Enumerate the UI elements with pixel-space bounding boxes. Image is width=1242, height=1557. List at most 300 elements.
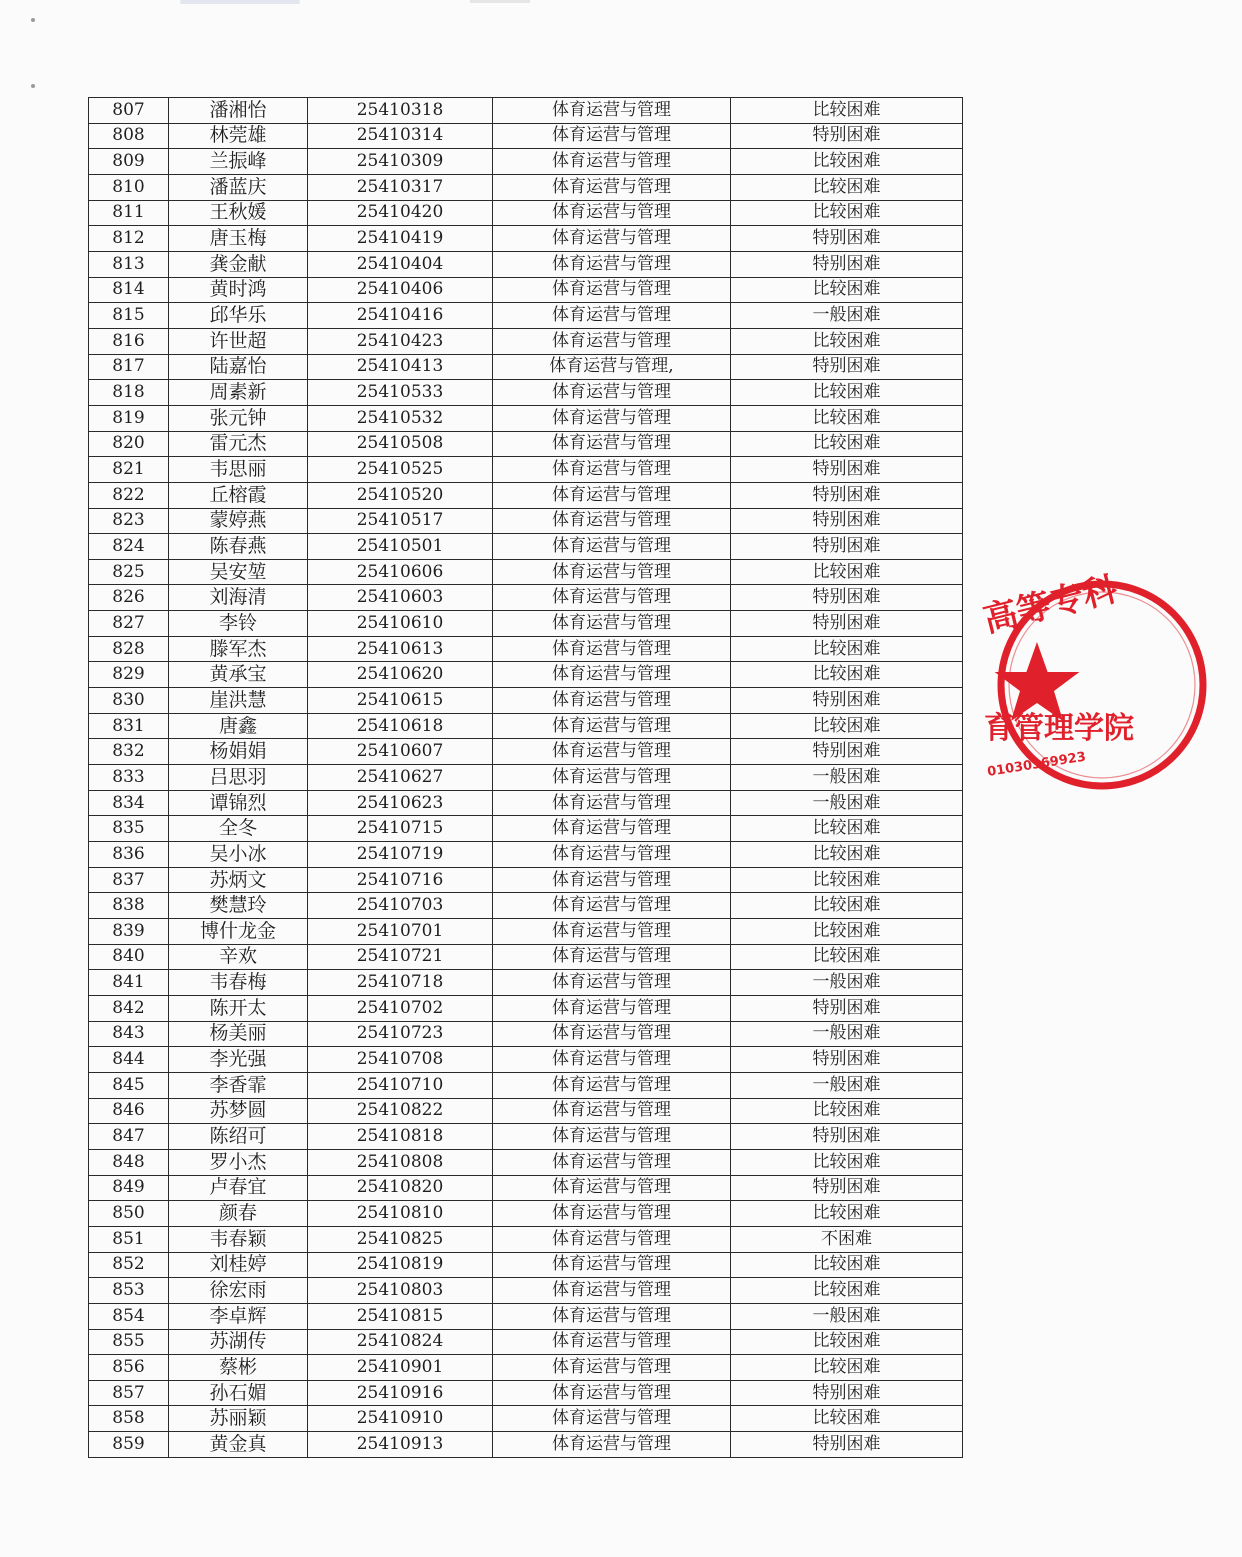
student-id-cell: 25410803 (308, 1278, 493, 1304)
major-cell: 体育运营与管理 (493, 1047, 731, 1073)
student-name-cell: 刘海清 (169, 585, 308, 611)
student-id-cell: 25410520 (308, 482, 493, 508)
row-number-cell: 833 (89, 765, 169, 791)
difficulty-level-cell: 一般困难 (731, 1303, 963, 1329)
table-row (89, 251, 963, 277)
table-row (89, 328, 963, 354)
major-cell: 体育运营与管理 (493, 380, 731, 406)
row-number-cell: 809 (89, 149, 169, 175)
difficulty-level-cell: 比较困难 (731, 1201, 963, 1227)
row-number-cell: 832 (89, 739, 169, 765)
student-name-cell: 李光强 (169, 1047, 308, 1073)
student-name-cell: 雷元杰 (169, 431, 308, 457)
student-id-cell: 25410416 (308, 303, 493, 329)
student-name-cell: 辛欢 (169, 944, 308, 970)
student-name-cell: 苏梦圆 (169, 1098, 308, 1124)
major-cell: 体育运营与管理 (493, 790, 731, 816)
table-row (89, 765, 963, 791)
major-cell: 体育运营与管理 (493, 970, 731, 996)
row-number-cell: 834 (89, 790, 169, 816)
row-number-cell: 844 (89, 1047, 169, 1073)
student-id-cell: 25410314 (308, 123, 493, 149)
row-number-cell: 808 (89, 123, 169, 149)
difficulty-level-cell: 比较困难 (731, 919, 963, 945)
major-cell: 体育运营与管理 (493, 1175, 731, 1201)
student-name-cell: 苏湖传 (169, 1329, 308, 1355)
row-number-cell: 837 (89, 867, 169, 893)
student-name-cell: 陈开太 (169, 995, 308, 1021)
student-name-cell: 唐鑫 (169, 713, 308, 739)
row-number-cell: 822 (89, 482, 169, 508)
student-name-cell: 吴安堃 (169, 559, 308, 585)
table-row (89, 970, 963, 996)
difficulty-level-cell: 比较困难 (731, 1098, 963, 1124)
major-cell: 体育运营与管理 (493, 611, 731, 637)
student-id-cell: 25410620 (308, 662, 493, 688)
table-row (89, 790, 963, 816)
row-number-cell: 850 (89, 1201, 169, 1227)
major-cell: 体育运营与管理 (493, 739, 731, 765)
difficulty-level-cell: 比较困难 (731, 1278, 963, 1304)
row-number-cell: 821 (89, 457, 169, 483)
major-cell: 体育运营与管理 (493, 995, 731, 1021)
table-row (89, 1124, 963, 1150)
student-id-cell: 25410603 (308, 585, 493, 611)
student-name-cell: 许世超 (169, 328, 308, 354)
major-cell: 体育运营与管理 (493, 226, 731, 252)
table-row (89, 688, 963, 714)
major-cell: 体育运营与管理 (493, 816, 731, 842)
row-number-cell: 849 (89, 1175, 169, 1201)
student-id-cell: 25410916 (308, 1380, 493, 1406)
table-row (89, 1380, 963, 1406)
row-number-cell: 813 (89, 251, 169, 277)
major-cell: 体育运营与管理 (493, 457, 731, 483)
student-name-cell: 孙石媚 (169, 1380, 308, 1406)
major-cell: 体育运营与管理 (493, 1380, 731, 1406)
difficulty-level-cell: 比较困难 (731, 380, 963, 406)
major-cell: 体育运营与管理 (493, 277, 731, 303)
student-id-cell: 25410820 (308, 1175, 493, 1201)
student-name-cell: 黄金真 (169, 1432, 308, 1458)
difficulty-level-cell: 比较困难 (731, 200, 963, 226)
difficulty-level-cell: 比较困难 (731, 1355, 963, 1381)
major-cell: 体育运营与管理 (493, 559, 731, 585)
difficulty-level-cell: 比较困难 (731, 1329, 963, 1355)
student-id-cell: 25410606 (308, 559, 493, 585)
student-id-cell: 25410702 (308, 995, 493, 1021)
row-number-cell: 846 (89, 1098, 169, 1124)
student-name-cell: 邱华乐 (169, 303, 308, 329)
student-id-cell: 25410532 (308, 405, 493, 431)
student-name-cell: 樊慧玲 (169, 893, 308, 919)
table-row (89, 174, 963, 200)
table-row (89, 1278, 963, 1304)
major-cell: 体育运营与管理 (493, 1021, 731, 1047)
student-id-cell: 25410913 (308, 1432, 493, 1458)
student-name-cell: 林莞雄 (169, 123, 308, 149)
row-number-cell: 807 (89, 98, 169, 124)
row-number-cell: 839 (89, 919, 169, 945)
difficulty-level-cell: 特别困难 (731, 1175, 963, 1201)
difficulty-level-cell: 不困难 (731, 1226, 963, 1252)
difficulty-level-cell: 特别困难 (731, 354, 963, 380)
row-number-cell: 855 (89, 1329, 169, 1355)
table-row (89, 1329, 963, 1355)
student-id-cell: 25410910 (308, 1406, 493, 1432)
student-id-cell: 25410318 (308, 98, 493, 124)
row-number-cell: 824 (89, 534, 169, 560)
row-number-cell: 838 (89, 893, 169, 919)
major-cell: 体育运营与管理 (493, 328, 731, 354)
difficulty-level-cell: 比较困难 (731, 405, 963, 431)
table-row (89, 816, 963, 842)
table-row (89, 380, 963, 406)
student-id-cell: 25410818 (308, 1124, 493, 1150)
row-number-cell: 829 (89, 662, 169, 688)
major-cell: 体育运营与管理 (493, 200, 731, 226)
student-id-cell: 25410810 (308, 1201, 493, 1227)
student-name-cell: 崖洪慧 (169, 688, 308, 714)
major-cell: 体育运营与管理 (493, 1252, 731, 1278)
difficulty-level-cell: 特别困难 (731, 226, 963, 252)
student-id-cell: 25410710 (308, 1072, 493, 1098)
student-name-cell: 蔡彬 (169, 1355, 308, 1381)
difficulty-level-cell: 特别困难 (731, 611, 963, 637)
student-id-cell: 25410719 (308, 842, 493, 868)
major-cell: 体育运营与管理 (493, 867, 731, 893)
table-row (89, 893, 963, 919)
row-number-cell: 818 (89, 380, 169, 406)
student-name-cell: 李香霏 (169, 1072, 308, 1098)
row-number-cell: 859 (89, 1432, 169, 1458)
table-row (89, 431, 963, 457)
difficulty-level-cell: 比较困难 (731, 431, 963, 457)
row-number-cell: 819 (89, 405, 169, 431)
row-number-cell: 842 (89, 995, 169, 1021)
difficulty-level-cell: 比较困难 (731, 277, 963, 303)
table-row (89, 636, 963, 662)
difficulty-level-cell: 比较困难 (731, 328, 963, 354)
difficulty-level-cell: 特别困难 (731, 585, 963, 611)
row-number-cell: 847 (89, 1124, 169, 1150)
table-row (89, 1175, 963, 1201)
row-number-cell: 830 (89, 688, 169, 714)
difficulty-level-cell: 特别困难 (731, 1432, 963, 1458)
difficulty-level-cell: 特别困难 (731, 688, 963, 714)
student-id-cell: 25410701 (308, 919, 493, 945)
student-difficulty-table (88, 97, 963, 1458)
student-name-cell: 罗小杰 (169, 1149, 308, 1175)
major-cell: 体育运营与管理 (493, 662, 731, 688)
difficulty-level-cell: 特别困难 (731, 1380, 963, 1406)
student-id-cell: 25410413 (308, 354, 493, 380)
table-row (89, 1021, 963, 1047)
row-number-cell: 853 (89, 1278, 169, 1304)
row-number-cell: 814 (89, 277, 169, 303)
student-name-cell: 陈绍可 (169, 1124, 308, 1150)
row-number-cell: 812 (89, 226, 169, 252)
major-cell: 体育运营与管理 (493, 919, 731, 945)
difficulty-level-cell: 比较困难 (731, 713, 963, 739)
difficulty-level-cell: 特别困难 (731, 1047, 963, 1073)
student-name-cell: 韦春颖 (169, 1226, 308, 1252)
difficulty-level-cell: 比较困难 (731, 893, 963, 919)
difficulty-level-cell: 比较困难 (731, 636, 963, 662)
major-cell: 体育运营与管理, (493, 354, 731, 380)
row-number-cell: 827 (89, 611, 169, 637)
major-cell: 体育运营与管理 (493, 636, 731, 662)
table-row (89, 277, 963, 303)
student-name-cell: 唐玉梅 (169, 226, 308, 252)
difficulty-level-cell: 特别困难 (731, 251, 963, 277)
difficulty-level-cell: 特别困难 (731, 995, 963, 1021)
major-cell: 体育运营与管理 (493, 1432, 731, 1458)
major-cell: 体育运营与管理 (493, 1124, 731, 1150)
student-name-cell: 杨美丽 (169, 1021, 308, 1047)
table-row (89, 1072, 963, 1098)
student-id-cell: 25410718 (308, 970, 493, 996)
table-row (89, 611, 963, 637)
student-name-cell: 吕思羽 (169, 765, 308, 791)
student-name-cell: 全冬 (169, 816, 308, 842)
difficulty-level-cell: 特别困难 (731, 482, 963, 508)
difficulty-level-cell: 比较困难 (731, 149, 963, 175)
table-row (89, 1201, 963, 1227)
student-id-cell: 25410525 (308, 457, 493, 483)
table-row (89, 1226, 963, 1252)
student-name-cell: 张元钟 (169, 405, 308, 431)
difficulty-level-cell: 特别困难 (731, 508, 963, 534)
student-id-cell: 25410901 (308, 1355, 493, 1381)
row-number-cell: 825 (89, 559, 169, 585)
stamp-serial: 01030369923 (986, 749, 1087, 780)
difficulty-level-cell: 特别困难 (731, 123, 963, 149)
student-name-cell: 滕军杰 (169, 636, 308, 662)
difficulty-level-cell: 特别困难 (731, 1124, 963, 1150)
student-name-cell: 谭锦烈 (169, 790, 308, 816)
student-id-cell: 25410533 (308, 380, 493, 406)
student-name-cell: 兰振峰 (169, 149, 308, 175)
student-id-cell: 25410508 (308, 431, 493, 457)
major-cell: 体育运营与管理 (493, 508, 731, 534)
major-cell: 体育运营与管理 (493, 1329, 731, 1355)
student-id-cell: 25410815 (308, 1303, 493, 1329)
major-cell: 体育运营与管理 (493, 1406, 731, 1432)
difficulty-level-cell: 比较困难 (731, 662, 963, 688)
student-name-cell: 颜春 (169, 1201, 308, 1227)
student-id-cell: 25410618 (308, 713, 493, 739)
major-cell: 体育运营与管理 (493, 1278, 731, 1304)
student-name-cell: 周素新 (169, 380, 308, 406)
major-cell: 体育运营与管理 (493, 123, 731, 149)
difficulty-level-cell: 特别困难 (731, 739, 963, 765)
student-name-cell: 丘榕霞 (169, 482, 308, 508)
major-cell: 体育运营与管理 (493, 431, 731, 457)
scan-smudge (470, 0, 530, 3)
student-id-cell: 25410419 (308, 226, 493, 252)
student-name-cell: 苏炳文 (169, 867, 308, 893)
table-row (89, 842, 963, 868)
difficulty-level-cell: 比较困难 (731, 816, 963, 842)
table-row (89, 534, 963, 560)
row-number-cell: 815 (89, 303, 169, 329)
difficulty-level-cell: 一般困难 (731, 790, 963, 816)
row-number-cell: 810 (89, 174, 169, 200)
difficulty-level-cell: 特别困难 (731, 457, 963, 483)
row-number-cell: 836 (89, 842, 169, 868)
student-name-cell: 潘蓝庆 (169, 174, 308, 200)
table-row (89, 482, 963, 508)
difficulty-level-cell: 比较困难 (731, 1149, 963, 1175)
table-row (89, 662, 963, 688)
student-name-cell: 杨娟娟 (169, 739, 308, 765)
major-cell: 体育运营与管理 (493, 1226, 731, 1252)
difficulty-level-cell: 比较困难 (731, 867, 963, 893)
table-row (89, 585, 963, 611)
difficulty-level-cell: 一般困难 (731, 1021, 963, 1047)
major-cell: 体育运营与管理 (493, 1149, 731, 1175)
table-row (89, 1355, 963, 1381)
table-row (89, 1047, 963, 1073)
table-row (89, 1303, 963, 1329)
row-number-cell: 831 (89, 713, 169, 739)
student-id-cell: 25410822 (308, 1098, 493, 1124)
table-row (89, 944, 963, 970)
table-row (89, 303, 963, 329)
table-row (89, 713, 963, 739)
student-id-cell: 25410501 (308, 534, 493, 560)
student-name-cell: 卢春宜 (169, 1175, 308, 1201)
table-row (89, 98, 963, 124)
difficulty-level-cell: 一般困难 (731, 303, 963, 329)
table-row (89, 1252, 963, 1278)
major-cell: 体育运营与管理 (493, 585, 731, 611)
row-number-cell: 840 (89, 944, 169, 970)
student-name-cell: 王秋媛 (169, 200, 308, 226)
row-number-cell: 835 (89, 816, 169, 842)
table-row (89, 123, 963, 149)
row-number-cell: 843 (89, 1021, 169, 1047)
table-row (89, 200, 963, 226)
student-id-cell: 25410824 (308, 1329, 493, 1355)
student-name-cell: 陆嘉怡 (169, 354, 308, 380)
row-number-cell: 816 (89, 328, 169, 354)
major-cell: 体育运营与管理 (493, 534, 731, 560)
major-cell: 体育运营与管理 (493, 405, 731, 431)
difficulty-level-cell: 比较困难 (731, 944, 963, 970)
student-name-cell: 博什龙金 (169, 919, 308, 945)
row-number-cell: 858 (89, 1406, 169, 1432)
row-number-cell: 823 (89, 508, 169, 534)
student-id-cell: 25410808 (308, 1149, 493, 1175)
difficulty-level-cell: 一般困难 (731, 1072, 963, 1098)
student-id-cell: 25410819 (308, 1252, 493, 1278)
major-cell: 体育运营与管理 (493, 482, 731, 508)
student-id-cell: 25410721 (308, 944, 493, 970)
table-row (89, 1406, 963, 1432)
student-name-cell: 蒙婷燕 (169, 508, 308, 534)
student-name-cell: 苏丽颖 (169, 1406, 308, 1432)
difficulty-level-cell: 一般困难 (731, 765, 963, 791)
major-cell: 体育运营与管理 (493, 1201, 731, 1227)
student-id-cell: 25410715 (308, 816, 493, 842)
difficulty-level-cell: 比较困难 (731, 842, 963, 868)
student-id-cell: 25410627 (308, 765, 493, 791)
scan-dot (31, 18, 35, 22)
row-number-cell: 852 (89, 1252, 169, 1278)
table-row (89, 149, 963, 175)
table-row (89, 226, 963, 252)
major-cell: 体育运营与管理 (493, 1355, 731, 1381)
major-cell: 体育运营与管理 (493, 688, 731, 714)
table-row (89, 995, 963, 1021)
table-row (89, 867, 963, 893)
table-row (89, 1149, 963, 1175)
row-number-cell: 848 (89, 1149, 169, 1175)
table-row (89, 919, 963, 945)
student-name-cell: 刘桂婷 (169, 1252, 308, 1278)
student-name-cell: 李卓辉 (169, 1303, 308, 1329)
scan-dot (31, 84, 35, 88)
major-cell: 体育运营与管理 (493, 893, 731, 919)
major-cell: 体育运营与管理 (493, 1072, 731, 1098)
student-id-cell: 25410309 (308, 149, 493, 175)
student-name-cell: 陈春燕 (169, 534, 308, 560)
major-cell: 体育运营与管理 (493, 149, 731, 175)
difficulty-level-cell: 比较困难 (731, 174, 963, 200)
major-cell: 体育运营与管理 (493, 1098, 731, 1124)
student-id-cell: 25410406 (308, 277, 493, 303)
major-cell: 体育运营与管理 (493, 944, 731, 970)
official-seal-stamp (979, 569, 1242, 820)
student-id-cell: 25410404 (308, 251, 493, 277)
student-name-cell: 吴小冰 (169, 842, 308, 868)
student-name-cell: 龚金献 (169, 251, 308, 277)
difficulty-level-cell: 比较困难 (731, 1406, 963, 1432)
stamp-arc-text: 高等专科 (979, 569, 1122, 641)
student-id-cell: 25410420 (308, 200, 493, 226)
table-row (89, 508, 963, 534)
row-number-cell: 857 (89, 1380, 169, 1406)
major-cell: 体育运营与管理 (493, 174, 731, 200)
student-id-cell: 25410607 (308, 739, 493, 765)
difficulty-level-cell: 特别困难 (731, 534, 963, 560)
student-id-cell: 25410716 (308, 867, 493, 893)
student-id-cell: 25410610 (308, 611, 493, 637)
difficulty-level-cell: 比较困难 (731, 1252, 963, 1278)
student-name-cell: 潘湘怡 (169, 98, 308, 124)
student-name-cell: 黄时鸿 (169, 277, 308, 303)
student-id-cell: 25410703 (308, 893, 493, 919)
student-id-cell: 25410423 (308, 328, 493, 354)
row-number-cell: 811 (89, 200, 169, 226)
row-number-cell: 851 (89, 1226, 169, 1252)
table-row (89, 405, 963, 431)
student-id-cell: 25410825 (308, 1226, 493, 1252)
student-id-cell: 25410708 (308, 1047, 493, 1073)
student-id-cell: 25410517 (308, 508, 493, 534)
table-row (89, 1098, 963, 1124)
table-row (89, 354, 963, 380)
student-name-cell: 徐宏雨 (169, 1278, 308, 1304)
difficulty-level-cell: 比较困难 (731, 98, 963, 124)
major-cell: 体育运营与管理 (493, 251, 731, 277)
major-cell: 体育运营与管理 (493, 98, 731, 124)
stamp-band-text: 育管理学院 (984, 711, 1134, 746)
row-number-cell: 854 (89, 1303, 169, 1329)
student-name-cell: 韦春梅 (169, 970, 308, 996)
